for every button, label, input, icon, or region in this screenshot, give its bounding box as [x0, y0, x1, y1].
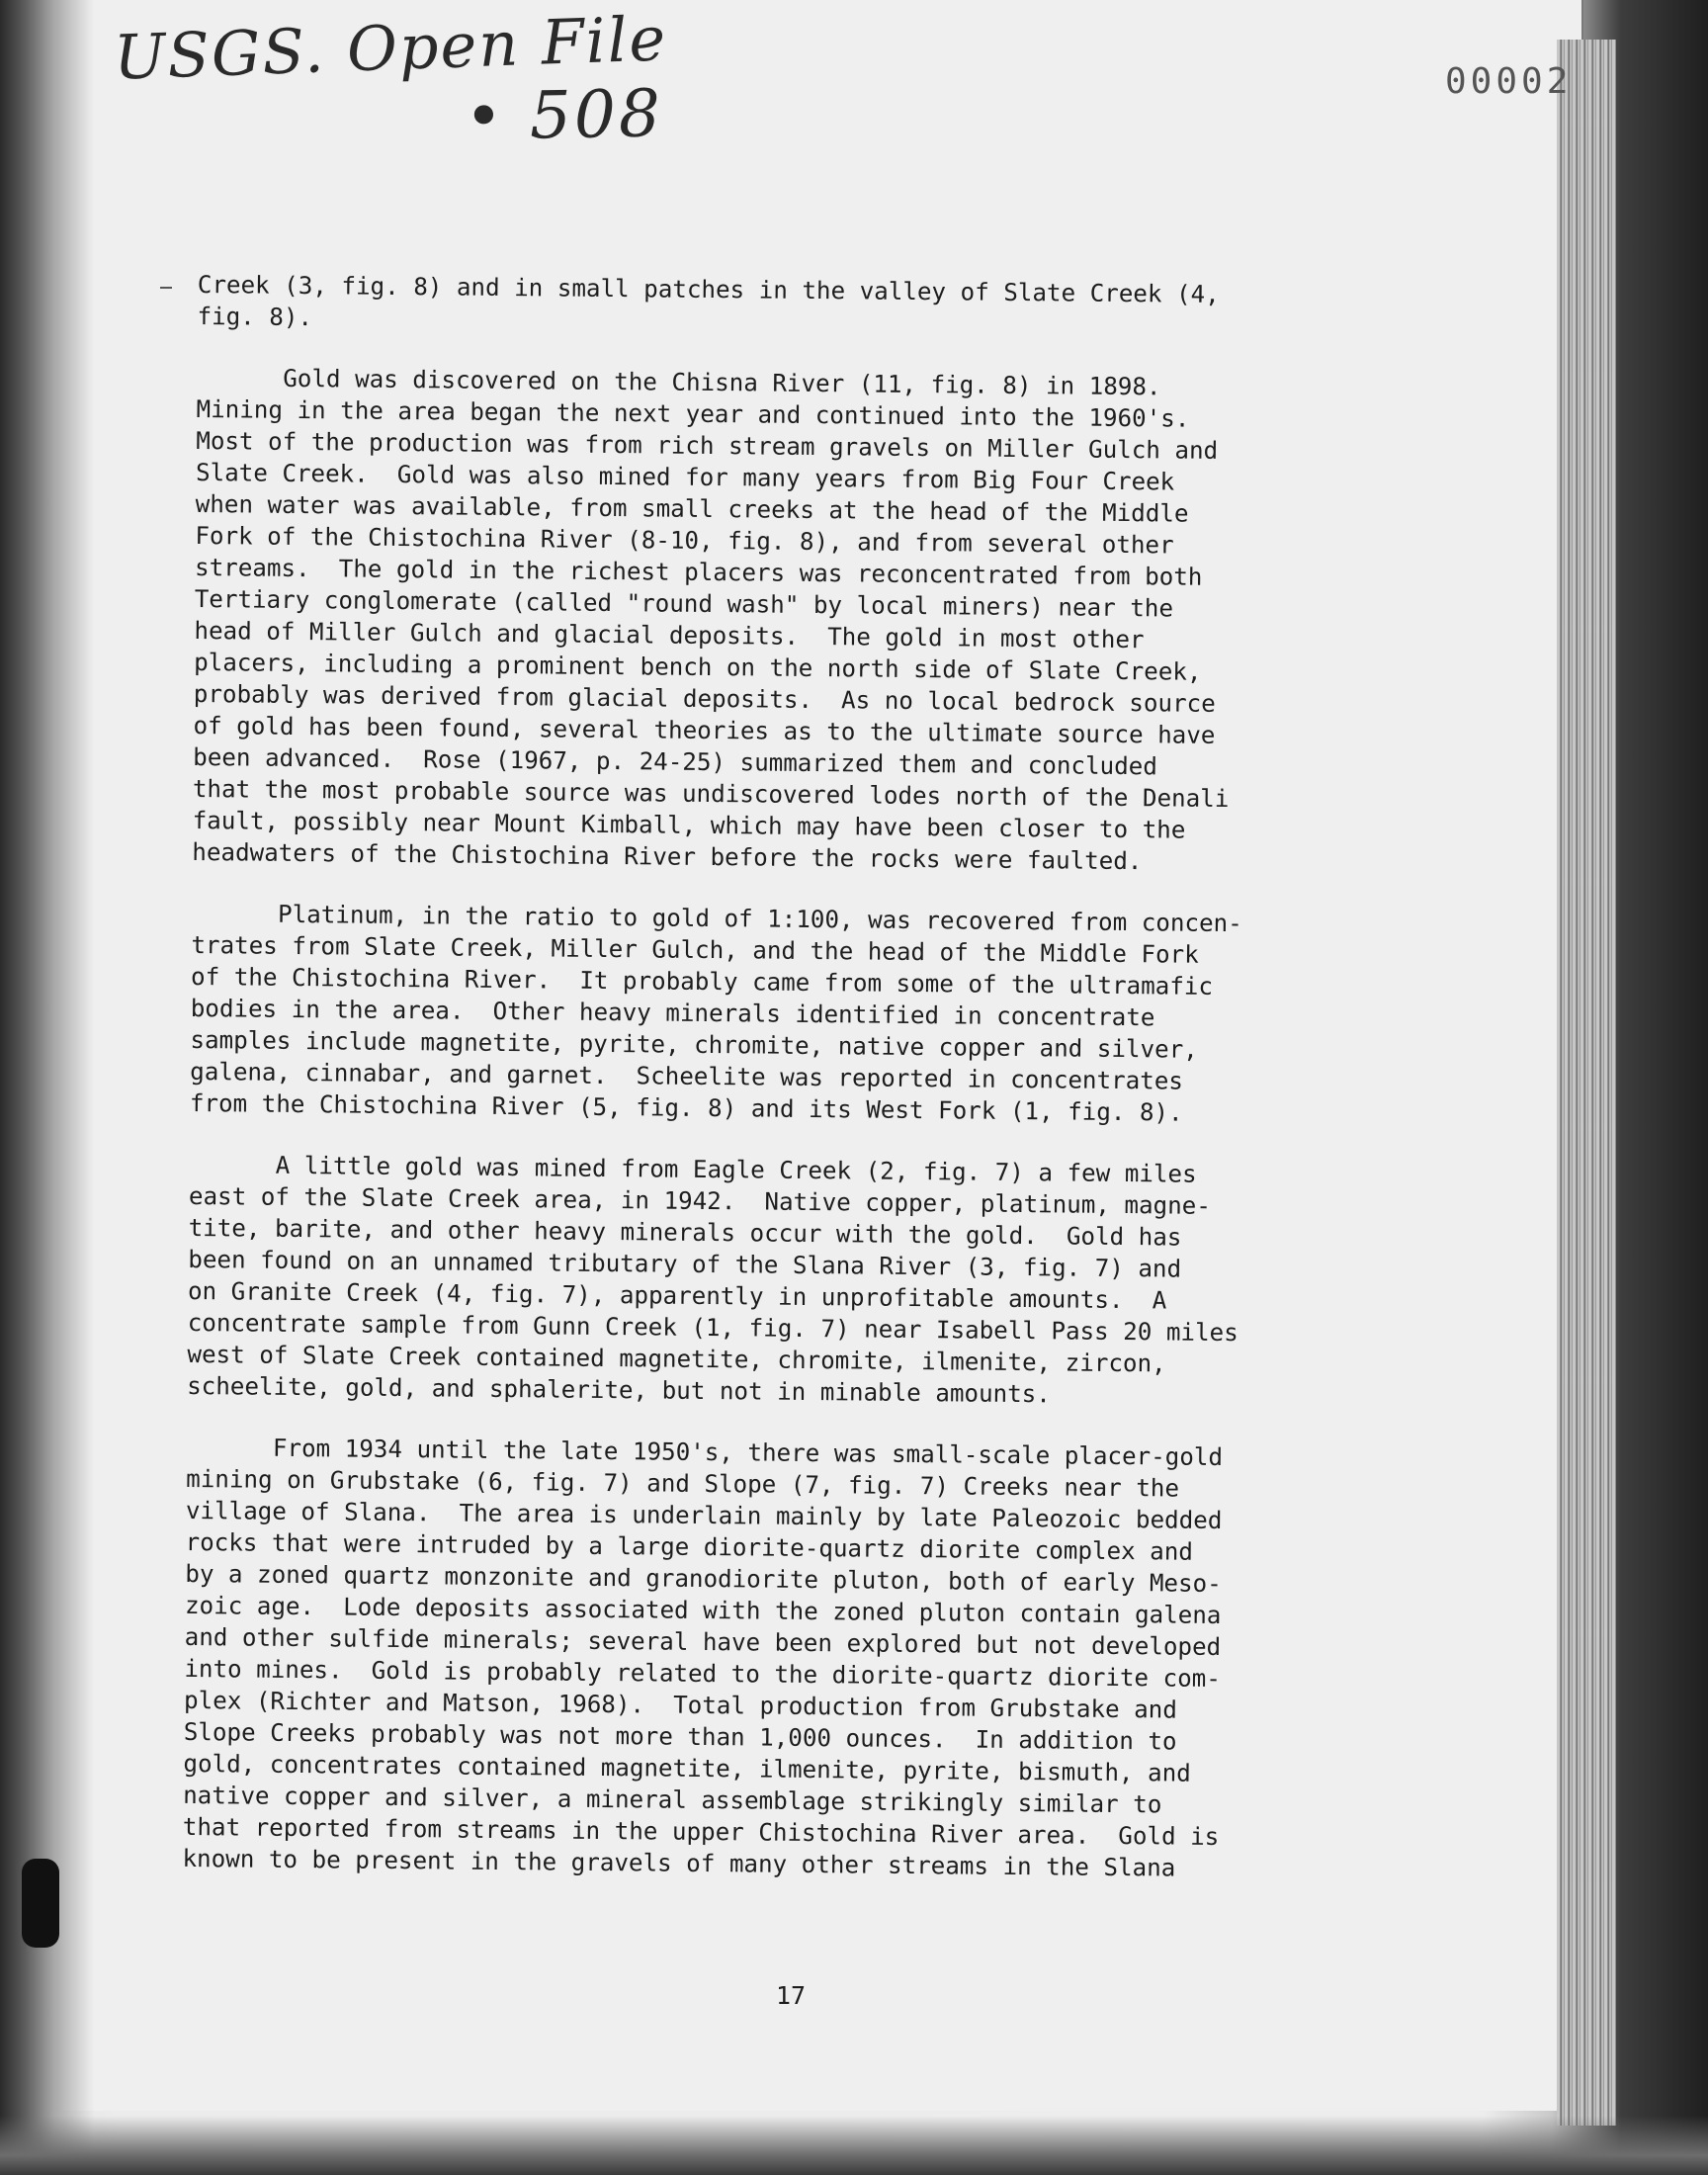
body-text	[182, 269, 1399, 1916]
stamped-page-number: 00002	[1445, 61, 1573, 102]
paragraph-3: Platinum, in the ratio to gold of 1:100, was recovered from concen- trates from Slate Creek, Miller Gulch, and the head of the Middle Fork of the Chistochina River. It probably came from some of the ultramafic bodies in the area. Other heavy minerals identified in concentrate samples include magnetite, pyrite, chromite, native copper and silver, galena, cinnabar, and garnet. Scheelite was reported in concentrates from the Chistochina River (5, fig. 8) and its West Fork (1, fig. 8).	[189, 899, 1242, 1127]
binding-clip	[22, 1859, 59, 1948]
bottom-edge-shadow	[0, 2116, 1708, 2175]
paragraph-2: Gold was discovered on the Chisna River (11, fig. 8) in 1898. Mining in the area began the next year and continued into the 1960's. Most of the production was from rich stream gravels on Miller Gulch and Slate Creek. Gold was also mined for many years from Big Four Creek when water was available, from small creeks at the head of the Middle Fork of the Chistochina River (8-10, fig. 8), and from several other streams. The gold in the richest placers was reconcentrated from both Tertiary conglomerate (called "round wash" by local miners) near the head of Miller Gulch and glacial deposits. The gold in most other placers, including a prominent bench on the north side of Slate Creek, probably was derived from glacial deposits. As no local bedrock source of gold has been found, several theories as to the ultimate source have been advanced. Rose (1967, p. 24-25) summarized them and concluded that the most probable source was undiscovered lodes north of the Denali fault, possibly near Mount Kimball, which may have been closer to the headwaters of the Chistochina River before the rocks were faulted.	[192, 363, 1230, 876]
handwritten-title: USGS. Open File	[112, 2, 669, 94]
paragraph-1: Creek (3, fig. 8) and in small patches in the valley of Slate Creek (4, fig. 8).	[197, 270, 1220, 332]
page-number: 17	[776, 1981, 807, 2010]
handwritten-file-number: • 508	[464, 75, 664, 155]
page-stack-edges	[1557, 40, 1616, 2126]
binding-shadow	[0, 0, 94, 2175]
margin-mark	[160, 287, 172, 289]
paragraph-4: A little gold was mined from Eagle Creek (2, fig. 7) a few miles east of the Slate Creek area, in 1942. Native copper, platinum, magne- tite, barite, and other heavy minerals occur with the gold. Gold has been found on an unnamed tributary of the Slana River (3, fig. 7) and on Granite Creek (4, fig. 7), apparently in unprofitable amounts. A concentrate sample from Gunn Creek (1, fig. 7) near Isabell Pass 20 miles west of Slate Creek contained magnetite, chromite, ilmenite, zircon, scheelite, gold, and sphalerite, but not in minable amounts.	[187, 1150, 1238, 1409]
paragraph-5: From 1934 until the late 1950's, there was small-scale placer-gold mining on Grubstake (6, fig. 7) and Slope (7, fig. 7) Creeks near the village of Slana. The area is underlain mainly by late Paleozoic bedded rocks that were intruded by a large diorite-quartz diorite complex and by a zoned quartz monzonite and granodiorite pluton, both of early Meso- zoic age. Lode deposits associated with the zoned pluton contain galena and other sulfide minerals; several have been explored but not developed into mines. Gold is probably related to the diorite-quartz diorite com- plex (Richter and Matson, 1968). Total production from Grubstake and Slope Creeks probably was not more than 1,000 ounces. In addition to gold, concentrates contained magnetite, ilmenite, pyrite, bismuth, and native copper and silver, a mineral assemblage strikingly similar to that reported from streams in the upper Chistochina River area. Gold is known to be present in the gravels of many other streams in the Slana	[182, 1433, 1224, 1882]
